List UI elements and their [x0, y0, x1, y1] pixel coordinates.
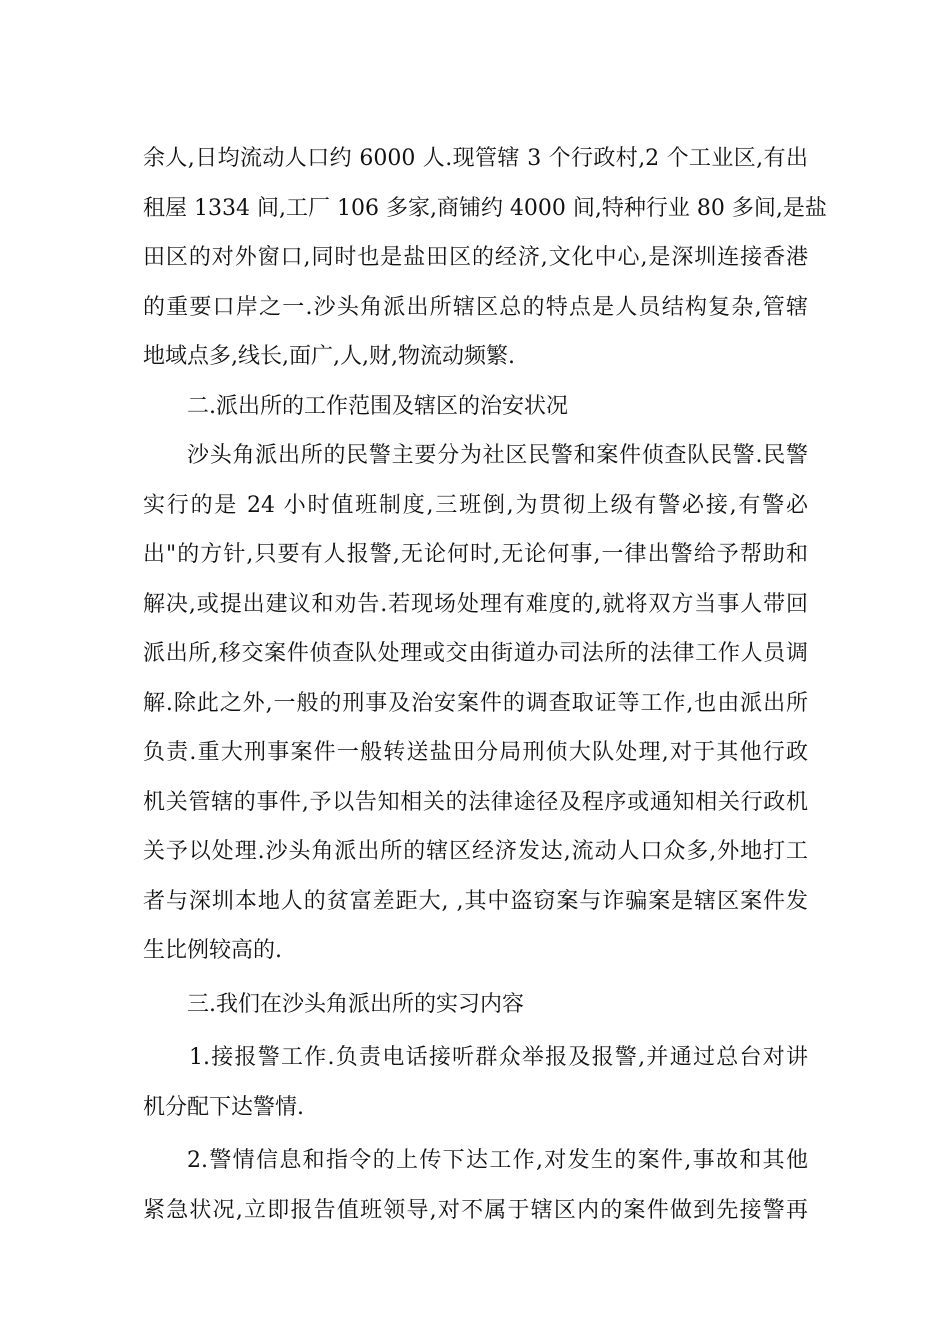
text-line: 1.接报警工作.负责电话接听群众举报及报警,并通过总台对讲: [189, 1045, 808, 1070]
text-line: 紧急状况,立即报告值班领导,对不属于辖区内的案件做到先接警再: [143, 1197, 808, 1223]
text-line: 关予以处理.沙头角派出所的辖区经济发达,流动人口众多,外地打工: [143, 839, 808, 864]
text-line: 的重要口岸之一.沙头角派出所辖区总的特点是人员结构复杂,管辖: [143, 294, 808, 320]
text-line: 生比例较高的.: [143, 938, 282, 963]
text-line: 解决,或提出建议和劝告.若现场处理有难度的,就将双方当事人带回: [143, 591, 808, 617]
list-item: [143, 1033, 808, 1132]
text-line: 2.警情信息和指令的上传下达工作,对发生的案件,事故和其他: [187, 1148, 808, 1173]
text-line: 负责.重大刑事案件一般转送盐田分局刑侦大队处理,对于其他行政: [143, 740, 808, 765]
text-line: 余人,日均流动人口约 6000 人.现管辖 3 个行政村,2 个工业区,有出: [143, 146, 808, 171]
text-line: 机分配下达警情.: [143, 1094, 304, 1120]
text-line: 沙头角派出所的民警主要分为社区民警和案件侦查队民警.民警: [187, 443, 808, 468]
paragraph: [143, 134, 827, 382]
paragraph: [143, 431, 808, 976]
text-line: 解.除此之外,一般的刑事及治安案件的调查取证等工作,也由派出所: [143, 690, 808, 716]
document-body: [143, 134, 827, 1235]
text-line: 出"的方针,只要有人报警,无论何时,无论何事,一律出警给予帮助和: [143, 542, 808, 567]
section-heading: [143, 382, 808, 432]
text-line: 租屋 1334 间,工厂 106 多家,商铺约 4000 间,特种行业 80 多间,是盐: [143, 195, 827, 221]
text-line: 实行的是 24 小时值班制度,三班倒,为贯彻上级有警必接,有警必: [143, 492, 808, 518]
text-line: 田区的对外窗口,同时也是盐田区的经济,文化中心,是深圳连接香港: [143, 245, 808, 270]
section-heading-text: 三.我们在沙头角派出所的实习内容: [187, 991, 524, 1017]
text-line: 派出所,移交案件侦查队处理或交由街道办司法所的法律工作人员调: [143, 641, 808, 666]
section-heading-text: 二.派出所的工作范围及辖区的治安状况: [187, 393, 568, 419]
list-item: [143, 1136, 808, 1235]
section-heading: [143, 980, 808, 1030]
text-line: 者与深圳本地人的贫富差距大, ,其中盗窃案与诈骗案是辖区案件发: [143, 888, 808, 914]
text-line: 地域点多,线长,面广,人,财,物流动频繁.: [143, 344, 515, 369]
text-line: 机关管辖的事件,予以告知相关的法律途径及程序或通知相关行政机: [143, 789, 808, 815]
